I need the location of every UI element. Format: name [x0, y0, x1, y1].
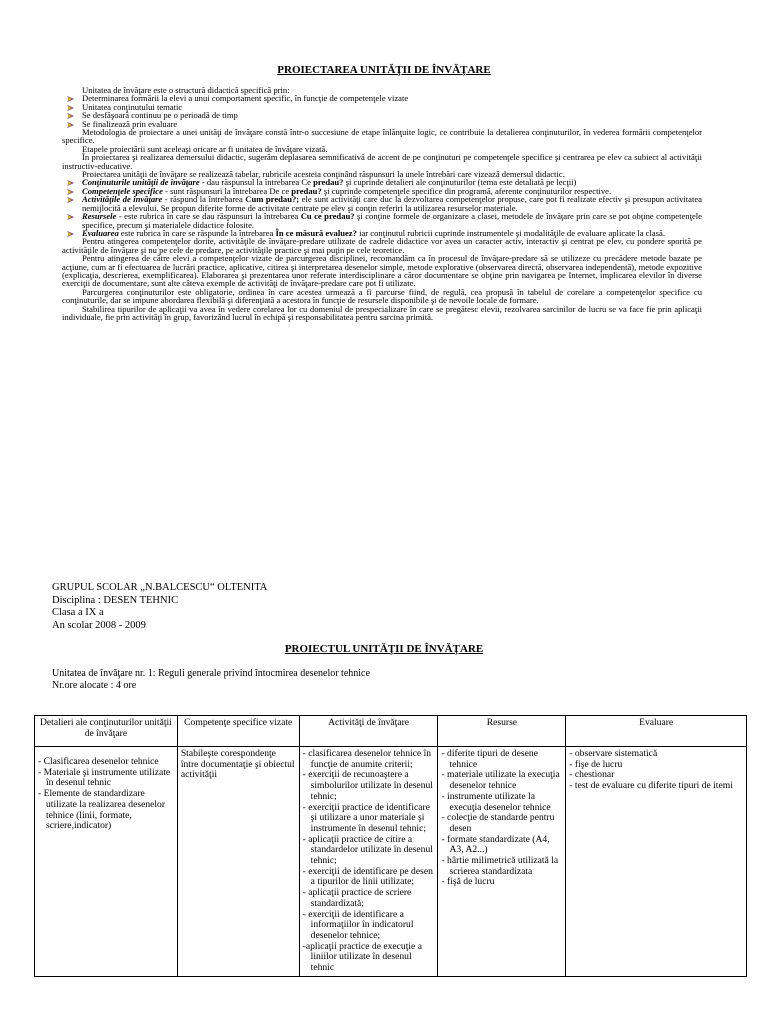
cell-evaluation [566, 747, 747, 977]
unit-plan-table [34, 715, 747, 977]
bullet-text: Se desfăşoară continuu pe o perioadă de timp [82, 110, 238, 121]
table-cell-item: - materiale utilizate la execuţia desenelor tehnice [441, 769, 560, 792]
bullet-question: Cum predau?; [245, 194, 300, 205]
table-cell-item: - instrumente utilizate la execuţia desenelor tehnice [441, 790, 551, 813]
header-competences: Competenţe specifice vizate [177, 716, 299, 747]
arrow-bullet-icon [66, 213, 76, 221]
bullet-term: Evaluarea [82, 227, 119, 238]
table-cell-item: - test de evaluare cu diferite tipuri de itemi [569, 780, 733, 792]
arrow-bullet-icon [66, 196, 76, 204]
bullet-tail: şi cuprinde competenţele specifice din programă, aferente conţinuturilor respective. [321, 185, 612, 196]
body-text [62, 86, 702, 321]
paragraph: Pentru atingerea competenţelor dorite, activităţile de învăţare-predare utilizate de cadrele didactice vor avea un caracter activ, interactiv şi centrat pe elev, cu pondere sporită pe activităţile de învăţare şi nu pe cele de predare, pe activităţile practice şi mai puţin pe cele teoretice. [62, 236, 702, 255]
bullet-rest: - este rubrica în care se dau răspunsuri la întrebarea [116, 211, 301, 222]
table-cell-item: - fişe de lucru [569, 758, 623, 770]
header-content-details: Detalieri ale conţinuturilor unităţii de învăţare [35, 716, 178, 747]
table-cell-item: - observare sistematică [569, 748, 658, 759]
discipline: Disciplina : DESEN TEHNIC [52, 594, 179, 606]
bullet-question: predau? [313, 177, 344, 188]
paragraph: În proiectarea şi realizarea demersului didactic, sugerăm deplasarea semnificativă de accent de pe conţinuturi pe competenţele specifice şi centrarea pe elev ca subiect al activităţii instructiv-educative. [62, 152, 702, 171]
paragraph: Metodologia de proiectare a unei unităţi de învăţare constă într-o succesiune de etape înlănţuite logic, ce contribuie la detalierea conţinuturilor, în vederea formării competenţelor specifice. [62, 127, 702, 146]
bullet-question: Cu ce predau? [300, 211, 355, 222]
table-cell-item: Stabileşte corespondenţe între documentaţie şi obiectul activităţii [180, 748, 295, 781]
bullet-tail: şi cuprinde detalieri ale conţinuturilor (tema este detaliată pe lecţii) [343, 177, 577, 188]
bullet-text: Determinarea formării la elevi a unui comportament specific, în funcţie de competenţele vizate [82, 93, 409, 104]
table-cell-item: -aplicaţii practice de execuţie a liniilor utilizate în desenul tehnic [302, 940, 422, 974]
paragraph: Proiectarea unităţii de învăţare se realizează tabelar, rubricile acesteia conţinând răspunsuri la unele întrebări care vizează demersul didactic. [82, 169, 565, 180]
bullet-rest: este rubrica în care se răspunde la întrebarea [118, 227, 276, 238]
header-evaluation: Evaluare [566, 716, 747, 747]
table-header-row [35, 716, 747, 747]
bullet-text: Unitatea conţinutului tematic [82, 101, 183, 112]
bullet-rest: - răspund la întrebarea [162, 194, 246, 205]
table-cell-item: - Elemente de standardizare utilizate la realizarea desenelor tehnice (linii, formate, scriere,indicator) [38, 788, 166, 832]
bullet-list-1 [62, 94, 702, 128]
document-title: PROIECTAREA UNITĂŢII DE ÎNVĂŢARE [277, 64, 491, 76]
paragraph: Parcurgerea conţinuturilor este obligatorie, ordinea în care acestea urmează a fi parcurse fiind, de regulă, cea propusă în tabelul de corelare a competenţelor specifice cu conţinuturile, dar se impune abordarea flexibilă şi diferenţiată a acestora în funcţie de resursele disponibile şi de nevoile locale de formare. [62, 286, 702, 306]
arrow-bullet-icon [66, 230, 76, 238]
class-label: Clasa a IX a [52, 607, 104, 618]
bullet-term: Competenţele specifice [82, 185, 163, 196]
table-cell-item: - Clasificarea desenelor tehnice [38, 756, 159, 767]
school-year: An scolar 2008 - 2009 [52, 619, 146, 631]
bullet-tail: iar conţinutul rubricii cuprinde instrumentele şi modalităţile de evaluare aplicate la clasă. [356, 227, 665, 238]
document-meta [52, 582, 267, 632]
bullet-item-rich [62, 195, 702, 212]
table-cell-item: - exerciţii de recunoaştere a simbolurilor utilizate în desenul tehnic; [302, 769, 433, 802]
cell-resources [438, 747, 566, 977]
paragraph: Stabilirea tipurilor de aplicaţii va avea în vedere corelarea lor cu domeniul de prespecializare în care se pregătesc elevii, rezolvarea sarcinilor de lucru se va face fie prin aplicaţii individuale, fie prin activităţi în grup, favorizând lucrul în echipă şi responsabilitatea pentru sarcina primită. [62, 303, 702, 322]
intro-line: Unitatea de învăţare este o structură didactică specifică prin: [82, 85, 290, 95]
bullet-item-rich [62, 229, 702, 237]
table-cell-item: - chestionar [569, 769, 615, 781]
unit-line: Unitatea de învăţare nr. 1: Reguli generale privind întocmirea desenelor tehnice [52, 668, 370, 679]
bullet-list-2 [62, 178, 702, 237]
unit-info [52, 668, 370, 692]
hours-line: Nr.ore alocate : 4 ore [52, 680, 137, 691]
paragraph: Pentru atingerea de către elevi a competenţelor vizate de parcurgerea disciplinei, recomandăm ca în procesul de învăţare-predare să se utilizeze cu precădere metode bazate pe acţiune, cum ar fi efectuarea de lucrări practice, aplicative, citirea şi interpretarea desenelor simple, metode explorative (observarea directă, observarea independentă), metode expozitive (explicaţia, descrierea, exemplificarea). Elaborarea şi prezentarea unor referate interdisciplinare a căror documentare se obţine prin navigarea pe Internet, implicarea elevilor în diverse exerciţii de documentare, sunt alte câteva exemple de activităţi de învăţare-predare care pot fi utilizate. [62, 253, 702, 289]
bullet-question: predau? [291, 185, 322, 196]
paragraph: Etapele proiectării sunt aceleaşi oricare ar fi unitatea de învăţare vizată. [82, 143, 328, 154]
table-cell-item: - aplicaţii practice de scriere standardizată; [302, 887, 412, 909]
table-row [35, 747, 747, 977]
table-cell-item: - aplicaţii practice de citire a standardelor utilizate în desenul tehnic; [302, 833, 433, 867]
table-cell-item: - diferite tipuri de desene tehnice [441, 748, 538, 770]
bullet-item [62, 120, 702, 128]
table-cell-item: - formate standardizate (A4, A3, A2...) [441, 833, 550, 856]
table-cell-item: - colecţie de standarde pentru desen [441, 812, 555, 834]
bullet-question: În ce măsură evaluez? [275, 227, 357, 238]
paragraphs-1 [62, 128, 702, 178]
bullet-term: Activităţile de învăţare [82, 194, 163, 205]
table-cell-item: - exerciţii de identificare a informaţiilor în indicatorul desenelor tehnice; [302, 908, 414, 941]
bullet-text: Se finalizează prin evaluare [82, 118, 178, 129]
bullet-tail: ele sunt activităţi care duc la dezvoltarea competenţelor propuse, care pot fi realizate efectiv şi presupun activitatea nemijlocită a elevului. Se propun diferite forme de activitate centrate pe elev şi conţin referiri la utilizarea resurselor materiale. [82, 194, 702, 213]
bullet-rest: - dau răspunsul la întrebarea Ce [199, 177, 314, 188]
bullet-term: Conţinuturile unităţii de învăţare [82, 177, 200, 188]
bullet-rest: - sunt răspunsuri la întrebarea De ce [162, 185, 292, 196]
table-cell-item: - fişă de lucru [441, 876, 495, 888]
arrow-bullet-icon [66, 121, 76, 129]
bullet-tail: şi conţine formele de organizare a clasei, metodele de învăţare prin care se pot obţine competenţele specifice, precum şi materialele didactice folosite. [82, 211, 702, 230]
table-cell-item: - hârtie milimetrică utilizată la scrierea standardizata [441, 855, 559, 877]
school-name: GRUPUL SCOLAR „N.BALCESCU“ OLTENITA [52, 582, 268, 593]
project-title: PROIECTUL UNITĂŢII DE ÎNVĂŢARE [284, 643, 484, 655]
table-cell-item: - exerciţii practice de identificare şi utilizare a unor materiale şi instrumente în desenul tehnic; [302, 801, 430, 834]
header-activities: Activităţi de învăţare [299, 716, 438, 747]
table-cell-item: - Materiale şi instrumente utilizate în desenul tehnic [38, 766, 171, 789]
table-cell-item: - clasificarea desenelor tehnice în funcţie de anumite criterii; [302, 748, 432, 770]
bullet-term: Resursele [82, 211, 117, 222]
paragraphs-2 [62, 237, 702, 321]
cell-activities [299, 747, 438, 977]
table-cell-item: - exerciţii de identificare pe desen a tipurilor de linii utilizate; [302, 865, 433, 888]
cell-content-details [35, 747, 178, 977]
cell-competences [177, 747, 299, 977]
bullet-item-rich [62, 212, 702, 229]
header-resources: Resurse [438, 716, 566, 747]
